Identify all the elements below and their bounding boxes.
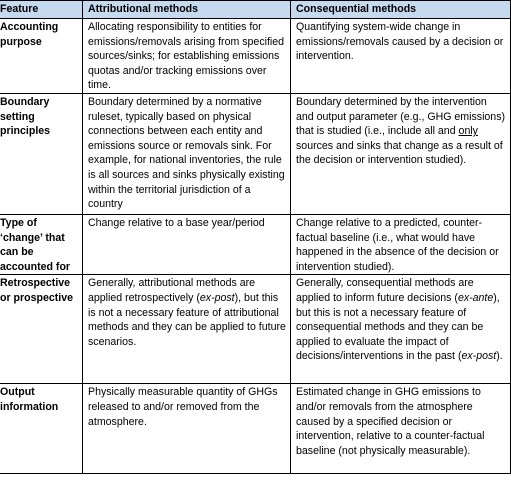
feature-cell: Retrospective or prospective (0, 275, 83, 384)
feature-cell: Output information (0, 384, 83, 474)
attributional-cell: Boundary determined by a normative ruleset, typically based on physical connections between each entity and emissions source or removals sink. For example, for national inventories, the rule is all sources and sinks physically existing within the territorial jurisdiction of a country (83, 94, 291, 215)
header-consequential: Consequential methods (291, 1, 511, 19)
feature-cell: Type of ‘change’ that can be accounted for (0, 215, 83, 275)
text-run: ), but this is not a necessary feature of attributional methods and they can be applied to future scenarios. (88, 291, 286, 348)
header-feature: Feature (0, 1, 83, 19)
consequential-cell: Estimated change in GHG emissions to and/or removals from the atmosphere caused by a specified decision or intervention, relative to a counter-factual baseline (not physically measurable). (291, 384, 511, 474)
italic-text: ex-post (199, 291, 235, 304)
header-row (0, 1, 511, 19)
feature-cell: Boundary setting principles (0, 94, 83, 215)
table-row-output-information (0, 384, 511, 474)
underlined-text: only (458, 125, 478, 138)
table-row-retrospective (0, 275, 511, 384)
text-run: Generally, attributional methods are applied retrospectively ( (88, 277, 256, 304)
text-run: Boundary determined by the intervention and output parameter (e.g., GHG emissions) that is studied (i.e., include all and (296, 96, 506, 138)
attributional-cell (83, 275, 291, 384)
attributional-cell: Change relative to a base year/period (83, 215, 291, 275)
text-run: Generally, consequential methods are applied to inform future decisions ( (296, 277, 474, 304)
feature-cell: Accounting purpose (0, 19, 83, 94)
consequential-cell (291, 94, 511, 215)
table-row-boundary-setting (0, 94, 511, 215)
table-row-type-of-change (0, 215, 511, 275)
attributional-cell: Allocating responsibility to entities for emissions/removals arising from specified sources/sinks; for establishing emissions quotas and/or tracking emissions over time. (83, 19, 291, 94)
text-run: ), but this is not a necessary feature of consequential methods and they can be applied to evaluate the impact of decisions/interventions in the past ( (296, 291, 500, 363)
attributional-cell: Physically measurable quantity of GHGs released to and/or removed from the atmosphere. (83, 384, 291, 474)
consequential-cell: Quantifying system-wide change in emissions/removals caused by a decision or intervention. (291, 19, 511, 94)
consequential-cell: Change relative to a predicted, counter-factual baseline (i.e., what would have happened in the absence of the decision or intervention studied). (291, 215, 511, 275)
text-run: sources and sinks that change as a result of the decision or intervention studied). (296, 139, 503, 167)
consequential-cell (291, 275, 511, 384)
header-attributional: Attributional methods (83, 1, 291, 19)
text-run: ). (496, 350, 503, 363)
table-row-accounting-purpose (0, 19, 511, 94)
italic-text: ex-post (461, 350, 497, 363)
italic-text: ex-ante (457, 291, 494, 304)
